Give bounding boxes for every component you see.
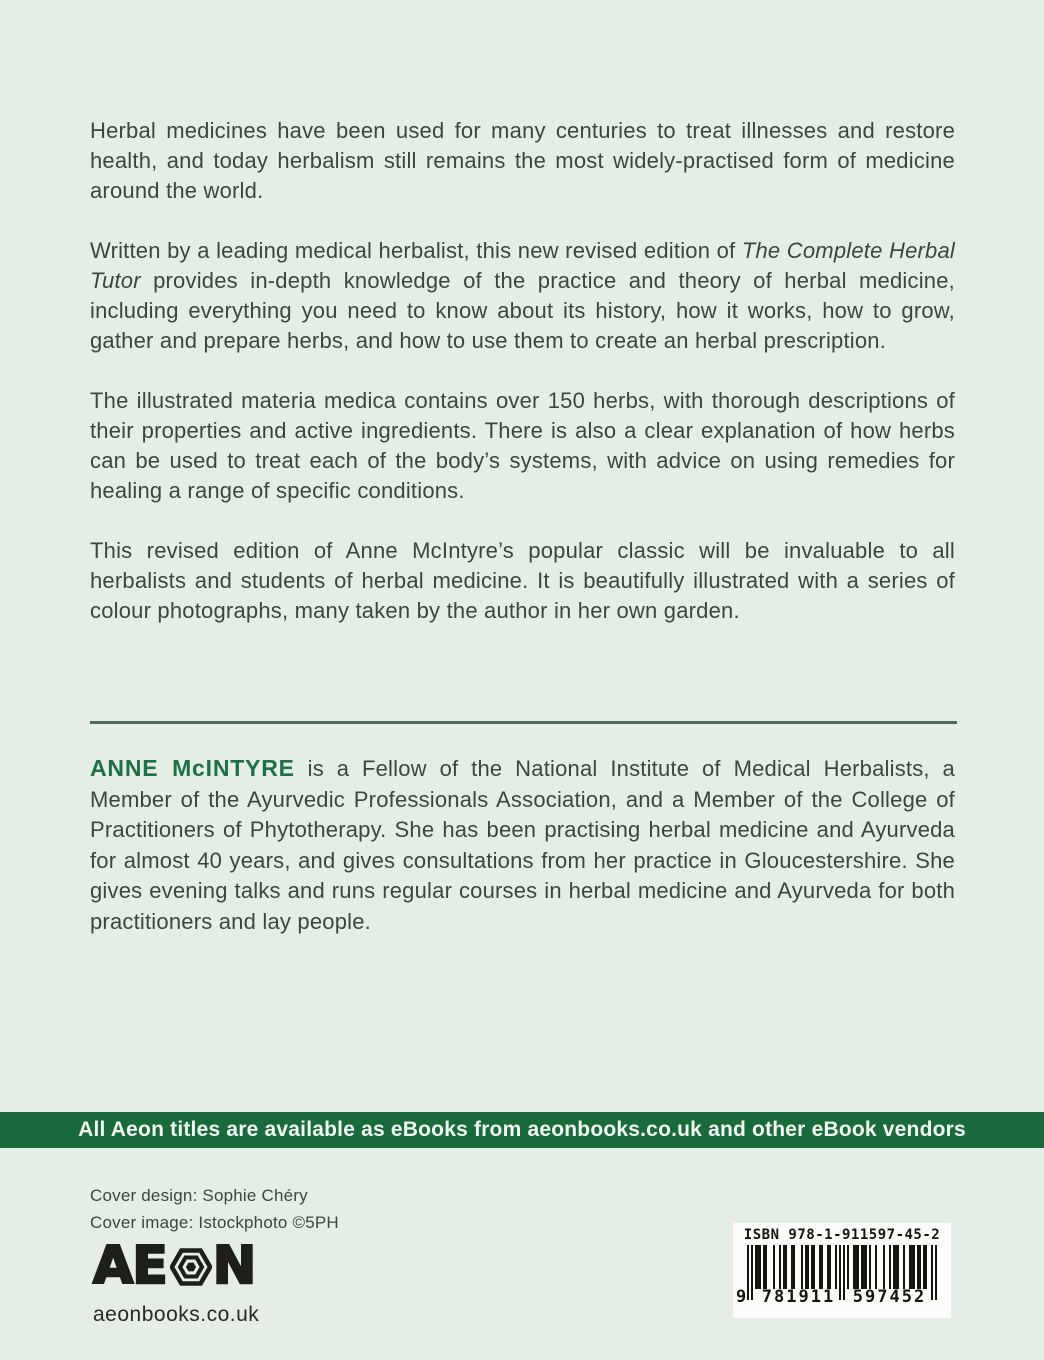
blurb-paragraph-3: The illustrated materia medica contains over 150 herbs, with thorough descriptions of their properties and active ingredients. There is also a clear explanation of how herbs can be used to treat each of the body’s systems, with advice on using remedies for healing a range of specific conditions.: [90, 388, 955, 503]
publisher-website: aeonbooks.co.uk: [93, 1303, 260, 1326]
ebook-availability-banner: [0, 1112, 1044, 1148]
blurb-section: [90, 116, 955, 656]
aeon-logo: [93, 1236, 259, 1296]
aeon-logo-letters-left: AE: [93, 1236, 167, 1296]
ean-digit-group-1: 781911: [761, 1287, 836, 1307]
divider-line: [90, 721, 957, 724]
cover-image-credit: Cover image: Istockphoto ©5PH: [90, 1213, 339, 1232]
isbn-label: ISBN 978-1-911597-45-2: [743, 1227, 941, 1243]
author-bio-paragraph: [90, 753, 955, 937]
blurb-paragraph-2: [90, 236, 955, 356]
author-name: ANNE McINTYRE: [90, 755, 295, 781]
aeon-logo-letters-right: N: [212, 1236, 256, 1296]
blurb-paragraph-2-rest: provides in-depth knowledge of the practice and theory of herbal medicine, including everything you need to know about its history, how it works, how to grow, gather and prepare herbs, and how to use them to create an herbal prescription.: [90, 268, 955, 353]
isbn-barcode-panel: [733, 1223, 951, 1318]
cover-design-credit: Cover design: Sophie Chéry: [90, 1186, 308, 1205]
cover-credits: [90, 1182, 339, 1236]
book-title: The Complete Herbal Tutor: [90, 238, 955, 293]
hexagon-o-icon: [170, 1246, 212, 1288]
blurb-paragraph-2-lead: Written by a leading medical herbalist, this new revised edition of: [90, 238, 742, 263]
blurb-paragraph-4: This revised edition of Anne McIntyre’s popular classic will be invaluable to all herbalists and students of herbal medicine. It is beautifully illustrated with a series of colour photographs, many taken by the author in her own garden.: [90, 538, 955, 623]
blurb-paragraph-1: Herbal medicines have been used for many centuries to treat illnesses and restore health, and today herbalism still remains the most widely-practised form of medicine around the world.: [90, 118, 955, 203]
publisher-block: [93, 1236, 260, 1327]
ean-digit-group-2: 597452: [852, 1287, 927, 1307]
ean-digit-lead: 9: [736, 1287, 747, 1307]
ebook-availability-text: All Aeon titles are available as eBooks from aeonbooks.co.uk and other eBook vendors: [78, 1118, 966, 1141]
author-bio: [90, 753, 955, 937]
ean-digits: [733, 1287, 951, 1307]
author-bio-text: is a Fellow of the National Institute of Medical Herbalists, a Member of the Ayurvedic Professionals Association, and a Member of the College of Practitioners of Phytotherapy. She has been practising herbal medicine and Ayurveda for almost 40 years, and gives consultations from her practice in Gloucestershire. She gives evening talks and runs regular courses in herbal medicine and Ayurveda for both practitioners and lay people.: [90, 756, 955, 934]
